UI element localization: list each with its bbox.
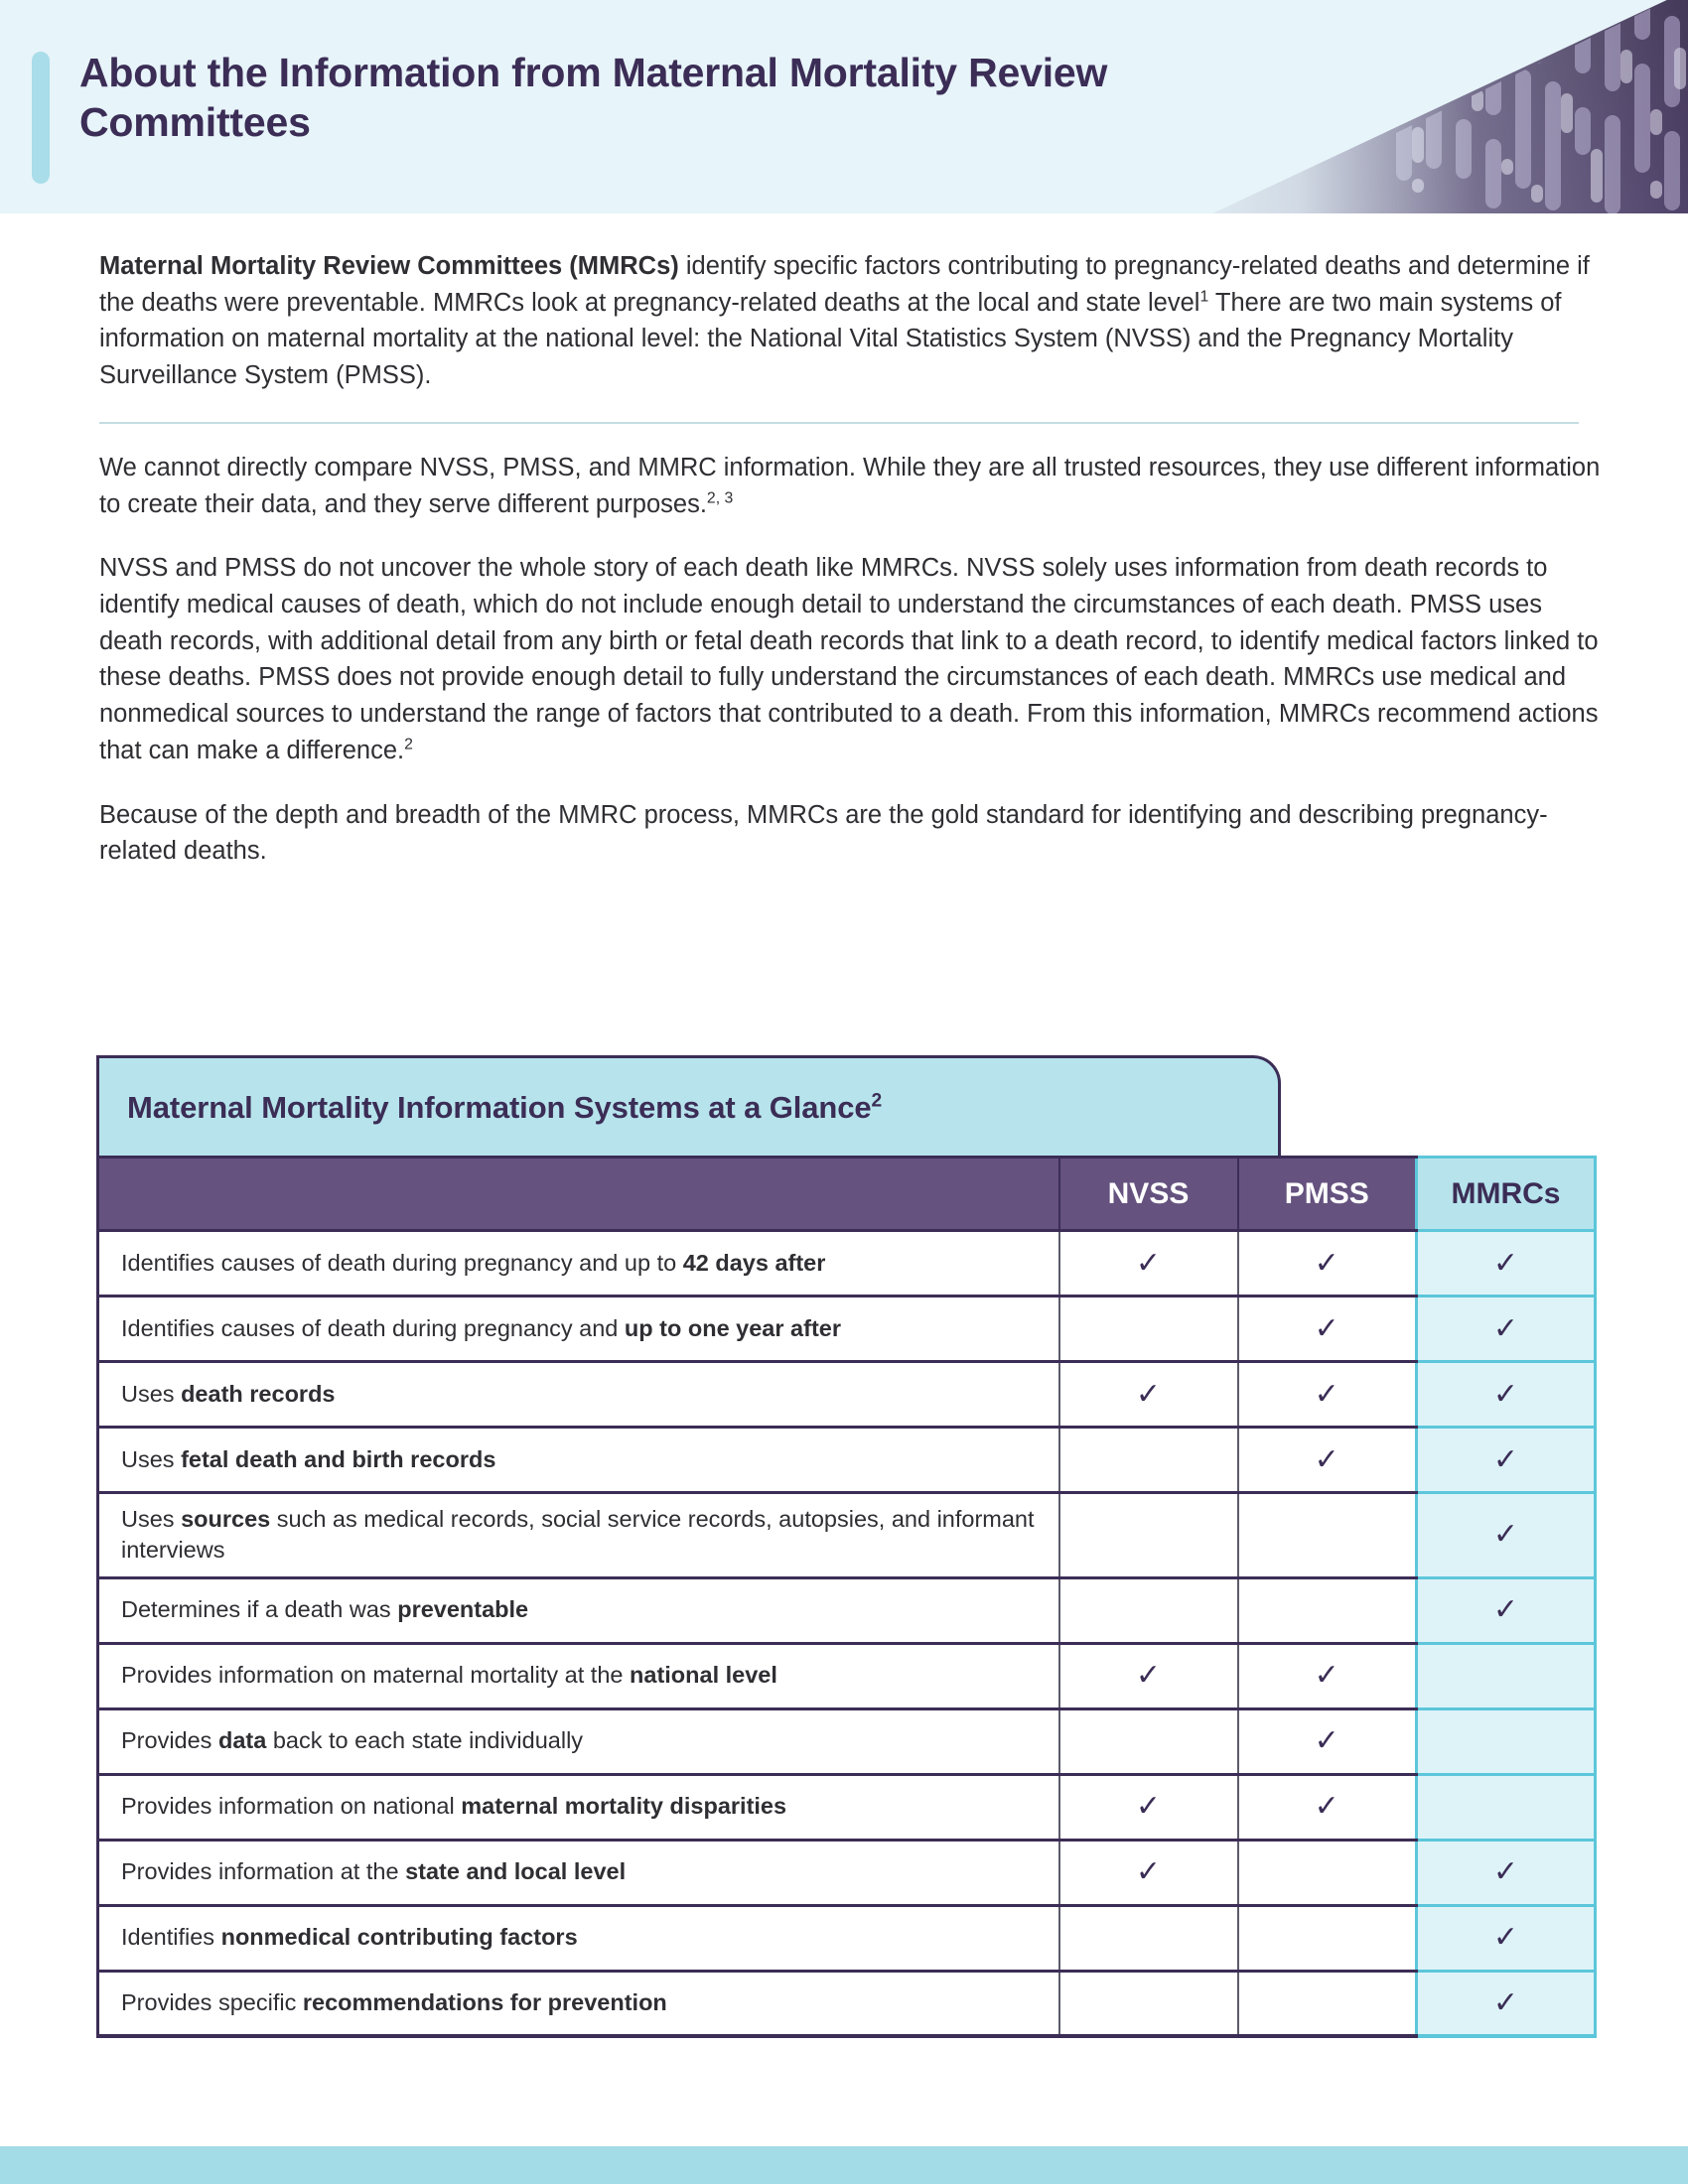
row-label-cell xyxy=(98,1362,1059,1428)
cell-nvss xyxy=(1059,1708,1238,1774)
table-row xyxy=(98,1774,1596,1840)
table-row xyxy=(98,1493,1596,1578)
checkmark-icon: ✓ xyxy=(1492,1377,1519,1411)
cell-pmss xyxy=(1238,1774,1417,1840)
checkmark-icon: ✓ xyxy=(1135,1790,1162,1823)
row-label-emphasis: state and local level xyxy=(405,1858,627,1885)
checkmark-icon: ✓ xyxy=(1492,1311,1519,1345)
maternal-mortality-comparison-table xyxy=(96,1156,1597,2038)
cell-mmrcs xyxy=(1417,1840,1596,1905)
cell-pmss xyxy=(1238,1643,1417,1708)
row-label-plain: Provides specific xyxy=(121,1989,303,2016)
cell-nvss xyxy=(1059,1231,1238,1297)
cell-nvss xyxy=(1059,1577,1238,1643)
row-label-plain: Identifies xyxy=(121,1924,221,1951)
paragraph-3 xyxy=(99,550,1609,768)
table-title xyxy=(127,1090,882,1126)
cell-pmss xyxy=(1238,1905,1417,1971)
cell-mmrcs xyxy=(1417,1362,1596,1428)
checkmark-icon: ✓ xyxy=(1492,1246,1519,1280)
footnote-ref-2: 2 xyxy=(404,736,413,753)
paragraph-2-text: We cannot directly compare NVSS, PMSS, and MMRC information. While they are all trusted resources, they use different information to create their data, and they serve different purposes. xyxy=(99,453,1601,518)
row-label-emphasis: 42 days after xyxy=(682,1249,826,1276)
paragraph-3-text: NVSS and PMSS do not uncover the whole story of each death like MMRCs. NVSS solely uses information from death records to identify medical causes of death, which do not include enough detail to understand the circumstances of each death. PMSS uses death records, with additional detail from any birth or fetal death records that link to a death record, to identify medical factors linked to these deaths. PMSS does not provide enough detail to fully understand the circumstances of each death. MMRCs use medical and nonmedical sources to understand the range of factors that contributed to a death. From this information, MMRCs recommend actions that can make a difference. xyxy=(99,554,1599,764)
table-title-banner xyxy=(96,1055,1281,1157)
checkmark-icon: ✓ xyxy=(1314,1724,1339,1757)
table-row xyxy=(98,1231,1596,1297)
cell-nvss xyxy=(1059,1362,1238,1428)
cell-nvss xyxy=(1059,1493,1238,1578)
row-label-cell xyxy=(98,1774,1059,1840)
row-label-plain: Identifies causes of death during pregnancy and up to xyxy=(121,1249,683,1276)
cell-pmss xyxy=(1238,1493,1417,1578)
cell-mmrcs xyxy=(1417,1905,1596,1971)
table-row xyxy=(98,1362,1596,1428)
cell-nvss xyxy=(1059,1643,1238,1708)
row-label-cell xyxy=(98,1231,1059,1297)
checkmark-icon: ✓ xyxy=(1314,1377,1339,1411)
table-row xyxy=(98,1643,1596,1708)
row-label-cell xyxy=(98,1971,1059,2036)
page-title: About the Information from Maternal Mortality Review Committees xyxy=(79,50,1108,146)
checkmark-icon: ✓ xyxy=(1135,1855,1162,1888)
cell-mmrcs xyxy=(1417,1428,1596,1493)
row-label-emphasis: up to one year after xyxy=(624,1314,841,1341)
table-body xyxy=(98,1231,1596,2037)
checkmark-icon: ✓ xyxy=(1314,1790,1339,1823)
footnote-ref-2-3: 2, 3 xyxy=(706,489,734,507)
row-label-tail: such as medical records, social service records, autopsies, and informant interviews xyxy=(121,1506,1035,1564)
paragraph-1-lead-bold: Maternal Mortality Review Committees (MMRCs) xyxy=(99,252,679,280)
cell-pmss xyxy=(1238,1971,1417,2036)
row-label-emphasis: nonmedical contributing factors xyxy=(220,1924,578,1951)
cell-mmrcs xyxy=(1417,1774,1596,1840)
checkmark-icon: ✓ xyxy=(1492,1855,1519,1888)
checkmark-icon: ✓ xyxy=(1314,1659,1339,1692)
row-label-plain: Uses xyxy=(121,1380,182,1407)
cell-pmss xyxy=(1238,1362,1417,1428)
paragraph-1-text-a: identify specific factors contributing to pregnancy-related deaths and determine if the deaths were preventable. MMRCs look at pregnancy-related deaths at the local and state level xyxy=(99,252,1590,317)
checkmark-icon: ✓ xyxy=(1135,1659,1162,1692)
row-label-tail: back to each state individually xyxy=(266,1727,584,1754)
table-row xyxy=(98,1297,1596,1362)
table-row xyxy=(98,1840,1596,1905)
table-row xyxy=(98,1428,1596,1493)
paragraph-2 xyxy=(99,450,1609,522)
row-label-plain: Uses xyxy=(121,1506,182,1532)
cell-pmss xyxy=(1238,1840,1417,1905)
checkmark-icon: ✓ xyxy=(1492,1985,1519,2019)
cell-nvss xyxy=(1059,1840,1238,1905)
footnote-ref-1: 1 xyxy=(1199,288,1209,306)
cell-mmrcs xyxy=(1417,1577,1596,1643)
table-row xyxy=(98,1577,1596,1643)
cell-mmrcs xyxy=(1417,1493,1596,1578)
cell-mmrcs xyxy=(1417,1231,1596,1297)
row-label-emphasis: recommendations for prevention xyxy=(302,1989,667,2016)
document-body xyxy=(99,248,1609,897)
row-label-plain: Uses xyxy=(121,1445,182,1472)
checkmark-icon: ✓ xyxy=(1492,1593,1519,1626)
paragraph-4-text: Because of the depth and breadth of the MMRC process, MMRCs are the gold standard for identifying and describing pregnancy-related deaths. xyxy=(99,800,1548,866)
cell-mmrcs xyxy=(1417,1708,1596,1774)
table-title-text: Maternal Mortality Information Systems at a Glance xyxy=(127,1089,872,1125)
section-divider xyxy=(99,422,1579,424)
row-label-emphasis: national level xyxy=(630,1662,777,1689)
cell-nvss xyxy=(1059,1297,1238,1362)
table-header-row xyxy=(98,1158,1596,1231)
checkmark-icon: ✓ xyxy=(1314,1442,1339,1476)
row-label-emphasis: sources xyxy=(181,1506,271,1532)
cell-pmss xyxy=(1238,1297,1417,1362)
page-header xyxy=(0,0,1688,213)
table-title-footnote-ref: 2 xyxy=(871,1090,883,1112)
row-label-plain: Identifies causes of death during pregnancy and xyxy=(121,1314,625,1341)
row-label-emphasis: fetal death and birth records xyxy=(181,1445,496,1472)
row-label-cell xyxy=(98,1493,1059,1578)
row-label-emphasis: data xyxy=(217,1727,267,1754)
column-header-mmrcs: MMRCs xyxy=(1417,1158,1596,1231)
table-row xyxy=(98,1708,1596,1774)
comparison-table-container xyxy=(96,1055,1594,2038)
row-label-cell xyxy=(98,1708,1059,1774)
column-header-label xyxy=(98,1158,1059,1231)
checkmark-icon: ✓ xyxy=(1135,1377,1162,1411)
row-label-emphasis: preventable xyxy=(397,1596,529,1623)
table-row xyxy=(98,1971,1596,2036)
decorative-bars-graphic xyxy=(1132,0,1688,213)
checkmark-icon: ✓ xyxy=(1492,1518,1519,1552)
cell-mmrcs xyxy=(1417,1297,1596,1362)
cell-pmss xyxy=(1238,1577,1417,1643)
cell-nvss xyxy=(1059,1971,1238,2036)
column-header-nvss: NVSS xyxy=(1059,1158,1238,1231)
cell-nvss xyxy=(1059,1905,1238,1971)
cell-pmss xyxy=(1238,1708,1417,1774)
row-label-plain: Provides information on maternal mortality at the xyxy=(121,1662,631,1689)
column-header-pmss: PMSS xyxy=(1238,1158,1417,1231)
table-row xyxy=(98,1905,1596,1971)
row-label-emphasis: maternal mortality disparities xyxy=(461,1793,787,1820)
paragraph-1-text-b: There are two main systems of information on maternal mortality at the national level: the National Vital Statistics System (NVSS) and the Pregnancy Mortality Surveillance System (PMSS). xyxy=(99,288,1562,390)
header-accent-bar xyxy=(32,52,50,184)
row-label-plain: Provides information at the xyxy=(121,1858,406,1885)
paragraph-1 xyxy=(99,248,1609,394)
cell-pmss xyxy=(1238,1231,1417,1297)
row-label-cell xyxy=(98,1840,1059,1905)
checkmark-icon: ✓ xyxy=(1314,1311,1339,1345)
cell-nvss xyxy=(1059,1774,1238,1840)
row-label-emphasis: death records xyxy=(181,1380,336,1407)
row-label-plain: Provides xyxy=(121,1727,218,1754)
cell-pmss xyxy=(1238,1428,1417,1493)
checkmark-icon: ✓ xyxy=(1135,1246,1162,1280)
row-label-cell xyxy=(98,1577,1059,1643)
paragraph-4 xyxy=(99,797,1609,870)
cell-mmrcs xyxy=(1417,1643,1596,1708)
cell-mmrcs xyxy=(1417,1971,1596,2036)
page-footer-bar xyxy=(0,2146,1688,2184)
row-label-cell xyxy=(98,1428,1059,1493)
row-label-cell xyxy=(98,1643,1059,1708)
row-label-cell xyxy=(98,1905,1059,1971)
table-header xyxy=(98,1158,1596,1231)
checkmark-icon: ✓ xyxy=(1492,1442,1519,1476)
checkmark-icon: ✓ xyxy=(1492,1921,1519,1954)
cell-nvss xyxy=(1059,1428,1238,1493)
row-label-plain: Provides information on national xyxy=(121,1793,462,1820)
checkmark-icon: ✓ xyxy=(1314,1246,1339,1280)
row-label-cell xyxy=(98,1297,1059,1362)
row-label-plain: Determines if a death was xyxy=(121,1596,398,1623)
